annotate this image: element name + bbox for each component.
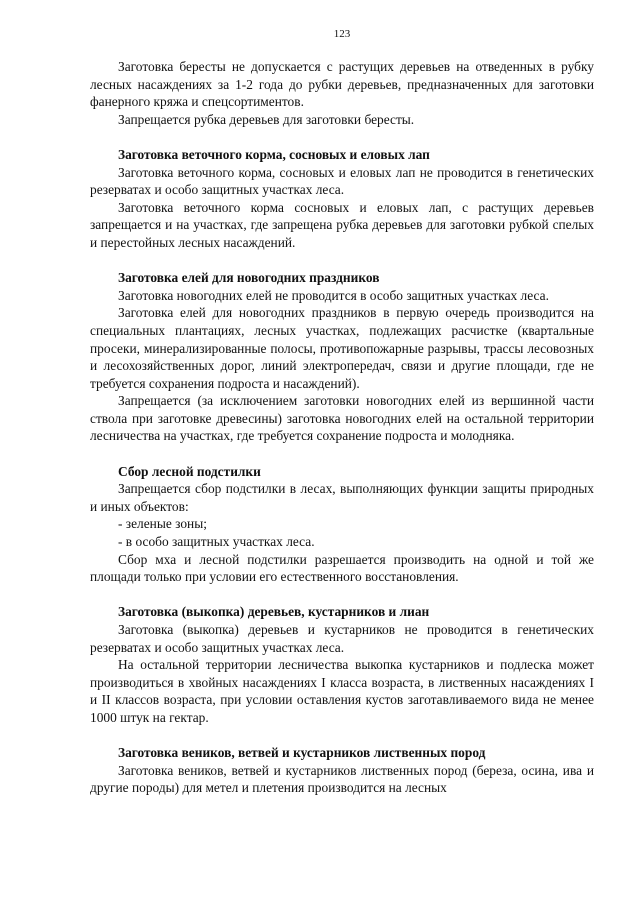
paragraph: Заготовка веточного корма, сосновых и еловых лап не проводится в генетических резерватах и особо защитных участках леса. — [90, 164, 594, 198]
page-number: 123 — [333, 28, 351, 40]
paragraph: Запрещается рубка деревьев для заготовки бересты. — [118, 111, 415, 127]
document-body — [90, 58, 594, 797]
section-heading: Сбор лесной подстилки — [118, 463, 261, 479]
section-heading: Заготовка веников, ветвей и кустарников лиственных пород — [118, 745, 486, 761]
section-heading: Заготовка елей для новогодних праздников — [118, 270, 380, 286]
paragraph: Сбор мха и лесной подстилки разрешается производить на одной и той же площади только при условии его естественного восстановления. — [90, 551, 594, 585]
paragraph: Заготовка новогодних елей не проводится в особо защитных участках леса. — [118, 287, 549, 303]
paragraph: Заготовка елей для новогодних праздников в первую очередь производится на специальных плантациях, лесных участках, подлежащих расчистке (квартальные просеки, минерализированные полосы, противопожарные разрывы, трассы лесовозных и лесохозяйственных дорог, линий электропередач, связи и другие площади, где не требуется сохранения подроста и насаждений). — [90, 305, 594, 391]
paragraph: Заготовка (выкопка) деревьев и кустарников не проводится в генетических резерватах и особо защитных участках леса. — [90, 622, 594, 655]
section-spacer — [90, 727, 594, 745]
paragraph: На остальной территории лесничества выкопка кустарников и подлеска может производиться в хвойных насаждениях I класса возраста, в лиственных насаждениях I и II классов возраста, при условии оставления кустов заготавливаемого вида не менее 1000 штук на гектар. — [90, 657, 594, 725]
paragraph: Заготовка бересты не допускается с растущих деревьев на отведенных в рубку лесных насаждениях за 1-2 года до рубки деревьев, предназначенных для заготовки фанерного кряжа и спецсортиментов. — [90, 59, 594, 110]
section-spacer — [90, 445, 594, 463]
list-item: - зеленые зоны; — [118, 516, 207, 532]
list-item: - в особо защитных участках леса. — [118, 534, 315, 550]
section-heading: Заготовка веточного корма, сосновых и еловых лап — [118, 146, 430, 162]
paragraph: Заготовка веников, ветвей и кустарников лиственных пород (береза, осина, ива и другие породы) для метел и плетения производится на лесных — [90, 762, 594, 796]
paragraph: Запрещается сбор подстилки в лесах, выполняющих функции защиты природных и иных объектов: — [90, 481, 594, 514]
section-heading: Заготовка (выкопка) деревьев, кустарников и лиан — [118, 604, 430, 620]
section-spacer — [90, 128, 594, 146]
section-spacer — [90, 586, 594, 604]
paragraph: Заготовка веточного корма сосновых и еловых лап, с растущих деревьев запрещается и на участках, где запрещена рубка деревьев для заготовки рубкой спелых и перестойных лесных насаждений. — [90, 199, 594, 250]
paragraph: Запрещается (за исключением заготовки новогодних елей из вершинной части ствола при заготовке древесины) заготовка новогодних елей на остальной территории лесничества на участках, где требуется сохранение подроста и молодняка. — [90, 393, 594, 444]
section-spacer — [90, 252, 594, 270]
